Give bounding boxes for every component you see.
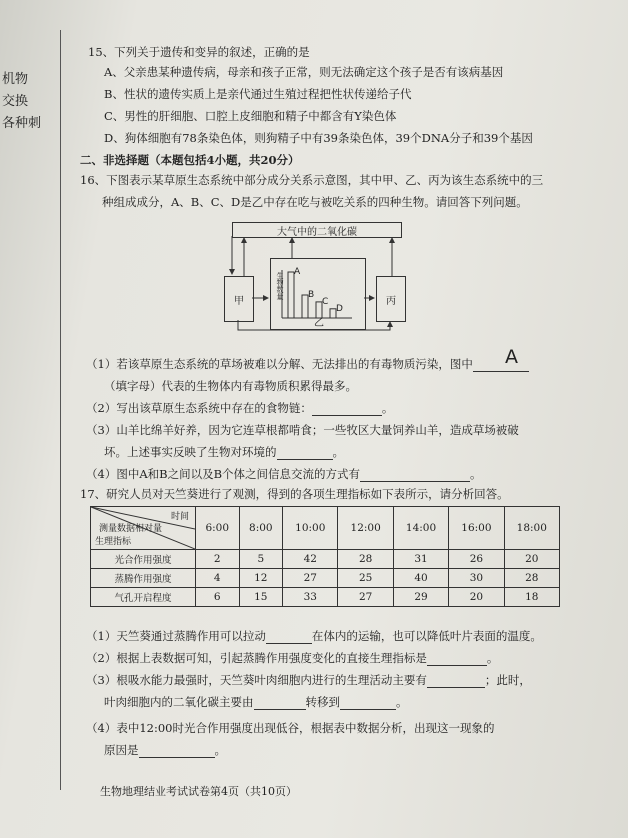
q17-sub3-text: 叶肉细胞内的二氧化碳主要由 [104,695,254,709]
population-bars [288,267,343,318]
table-cell: 33 [283,588,338,607]
q15-option-d: D、狗体细胞有78条染色体，则狗精子中有39条染色体，39个DNA分子和39个基因 [104,131,533,145]
table-cell: 5 [239,550,283,569]
q17-sub2-text: （2）根据上表数据可知，引起蒸腾作用强度变化的直接生理指标是 [86,651,427,665]
answer-blank[interactable] [340,697,396,710]
page-footer: 生物地理结业考试试卷第4页（共10页） [100,785,297,798]
table-row [91,569,560,588]
q15-option-a: A、父亲患某种遗传病，母亲和孩子正常，则无法确定这个孩子是否有该病基因 [104,65,504,79]
q16-stem: 种组成成分，A、B、C、D是乙中存在吃与被吃关系的四种生物。请回答下列问题。 [102,195,528,209]
table-cell: 2 [196,550,240,569]
q17-sub3-text: 转移到 [305,695,340,709]
q15-stem: 15、下列关于遗传和变异的叙述，正确的是 [88,45,310,59]
answer-blank[interactable] [427,675,485,688]
table-cell: 15 [239,588,283,607]
q17-sub4-cont [104,742,226,758]
table-cell: 31 [393,550,448,569]
decomposer-label: 丙 [386,295,396,307]
q16-sub1-text: （1）若该草原生态系统的草场被难以分解、无法排出的有毒物质污染，图中 [86,357,473,371]
table-row [91,550,560,569]
section-title: 二、非选择题（本题包括4小题，共20分） [80,153,300,167]
table-cell: 30 [449,569,504,588]
producer-label: 甲 [234,295,244,307]
table-cell: 6 [196,588,240,607]
table-cell: 40 [393,569,448,588]
answer-blank[interactable] [473,359,529,372]
answer-blank[interactable] [254,697,306,710]
q16-sub1-cont: （填字母）代表的生物体内有毒物质积累得最多。 [104,379,357,393]
table-cell: 42 [283,550,338,569]
q16-sub1 [86,356,529,372]
q16-stem: 16、下图表示某草原生态系统中部分成分关系示意图，其中甲、乙、丙为该生态系统中的三 [80,173,544,187]
table-cell: 27 [338,588,393,607]
q17-sub1 [86,628,542,644]
punctuation: 。 [332,445,344,459]
punctuation: 。 [214,743,226,757]
time-header: 8:00 [239,507,283,550]
population-bar-label: D [336,303,343,314]
q16-sub3-cont [104,444,344,460]
time-header: 14:00 [393,507,448,550]
y-axis-label: 生物数量 [276,272,284,300]
q17-sub4: （4）表中12:00时光合作用强度出现低谷，根据表中数据分析，出现这一现象的 [86,721,495,735]
answer-blank[interactable] [266,631,312,644]
q16-sub2-text: （2）写出该草原生态系统中存在的食物链： [86,401,312,415]
q17-sub3-cont [104,694,408,710]
table-cell: 28 [504,569,559,588]
table-cell: 25 [338,569,393,588]
side-fragment: 机物 [2,72,29,87]
punctuation: 。 [470,467,482,481]
corner-time-label: 时间 [170,512,189,522]
side-fragment: 各种刺 [2,116,42,131]
table-cell: 29 [393,588,448,607]
answer-blank[interactable] [312,403,382,416]
table-cell: 20 [504,550,559,569]
answer-blank[interactable] [139,745,215,758]
time-header: 6:00 [196,507,240,550]
atmosphere-co2-label: 大气中的二氧化碳 [277,226,357,238]
population-bar-label: C [322,296,329,307]
punctuation: 。 [486,651,499,665]
table-cell: 28 [338,550,393,569]
q16-sub4-text: （4）图中A和B之间以及B个体之间信息交流的方式有 [86,467,361,481]
corner-measure-label: 测量数据相对量 [99,524,163,534]
q17-sub1-text: （1）天竺葵通过蒸腾作用可以拉动 [86,629,266,643]
side-fragment: 交换 [2,94,29,109]
table-header-row [91,507,560,550]
answer-blank[interactable] [277,447,333,460]
q17-sub1-text: 在体内的运输，也可以降低叶片表面的温度。 [311,629,542,643]
answer-blank[interactable] [427,653,487,666]
answer-blank[interactable] [360,469,470,482]
table-cell: 27 [283,569,338,588]
table-cell: 18 [504,588,559,607]
row-label: 气孔开启程度 [91,588,196,607]
handwritten-answer: A [505,346,518,368]
corner-index-label: 生理指标 [95,537,132,547]
q16-sub2 [86,400,393,416]
population-bar-label: B [308,290,315,300]
q15-option-c: C、男性的肝细胞、口腔上皮细胞和精子中都含有Y染色体 [104,109,397,123]
q17-sub3-text: ；此时， [484,673,531,687]
table-cell: 26 [449,550,504,569]
table-cell: 12 [239,569,283,588]
time-header: 18:00 [504,507,559,550]
table-cell: 4 [196,569,240,588]
q17-sub2 [86,650,498,666]
q16-sub4 [86,466,482,482]
row-label: 光合作用强度 [91,550,196,569]
binding-margin-line [60,30,61,790]
punctuation: 。 [381,401,394,415]
row-label: 蒸腾作用强度 [91,569,196,588]
q17-sub3 [86,672,531,688]
consumer-group-label: 乙 [314,318,324,329]
q16-sub3-text: 坏。上述事实反映了生物对环境的 [104,445,277,459]
table-corner-cell [91,507,196,550]
physiology-table [90,506,560,607]
population-bar-label: A [294,267,301,277]
q17-sub3-text: （3）根吸水能力最强时，天竺葵叶肉细胞内进行的生理活动主要有 [86,673,427,687]
time-header: 16:00 [449,507,504,550]
table-row [91,588,560,607]
q17-sub4-text: 原因是 [104,743,139,757]
time-header: 12:00 [338,507,393,550]
population-bar [288,272,294,318]
time-header: 10:00 [283,507,338,550]
table-cell: 20 [449,588,504,607]
punctuation: 。 [396,695,408,709]
q17-stem: 17、研究人员对天竺葵进行了观测，得到的各项生理指标如下表所示，请分析回答。 [80,487,509,501]
q16-sub3: （3）山羊比绵羊好养，因为它连草根都啃食；一些牧区大量饲养山羊，造成草场被破 [86,423,519,437]
ecosystem-diagram [222,222,412,334]
q15-option-b: B、性状的遗传实质上是亲代通过生殖过程把性状传递给子代 [104,87,412,101]
